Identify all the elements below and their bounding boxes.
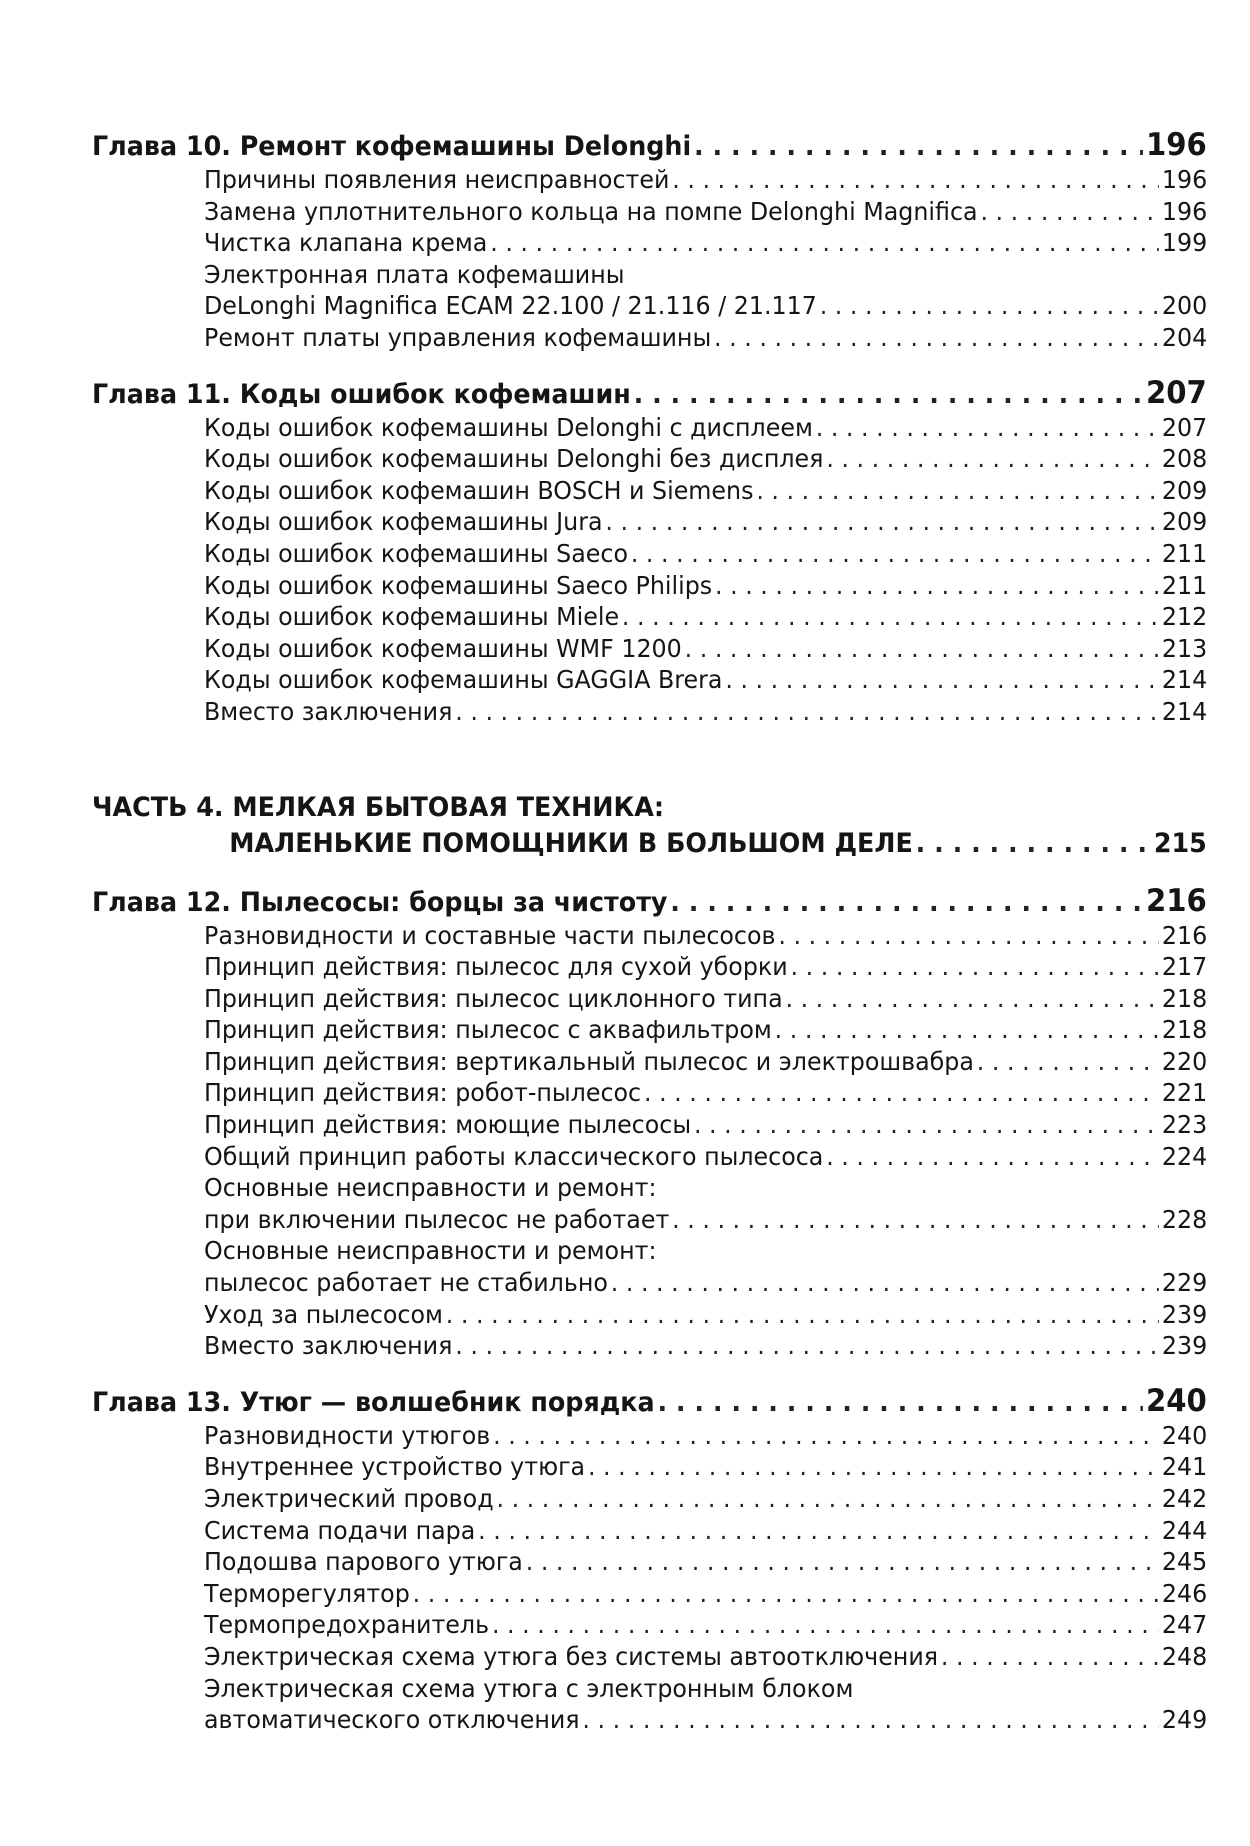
toc-entry-row-title: Принцип действия: пылесос для сухой уборки: [204, 952, 788, 982]
toc-entry: [204, 1172, 1207, 1235]
dot-leader: [496, 1483, 1159, 1515]
toc-entry: [204, 443, 1207, 475]
toc-entry-row-page-number: 211: [1161, 570, 1208, 600]
toc-entry-row: [204, 1451, 1207, 1483]
toc-entry-row-title: при включении пылесос не работает: [204, 1204, 670, 1234]
part-heading-row: [229, 826, 1207, 862]
toc-entry-row-page-number: 229: [1161, 1268, 1208, 1298]
chapter-heading: [92, 128, 1207, 164]
toc-entry-row-title: Коды ошибок кофемашины GAGGIA Brera: [204, 665, 723, 695]
toc-entry-row-page-number: 245: [1161, 1547, 1208, 1577]
dot-leader: [526, 1546, 1159, 1578]
toc-entry-row-title: Замена уплотнительного кольца на помпе Delonghi Magnifica: [204, 196, 978, 226]
toc-entry: [204, 696, 1207, 728]
dot-leader: [478, 1515, 1159, 1547]
toc-entry-row-page-number: 246: [1161, 1578, 1208, 1608]
toc-entry-row-title: Причины появления неисправностей: [204, 165, 670, 194]
toc-entry-row-title: Термопредохранитель: [204, 1610, 490, 1640]
toc-entry: [204, 1420, 1207, 1452]
toc-entry-row-page-number: 213: [1161, 633, 1208, 663]
dot-leader: [715, 570, 1159, 602]
dot-leader: [826, 1141, 1159, 1173]
toc-entry-row: [204, 475, 1207, 507]
toc-entry-row: [204, 1578, 1207, 1610]
chapter-heading: [92, 1384, 1207, 1420]
dot-leader: [622, 601, 1159, 633]
toc-entry-row-title: Коды ошибок кофемашины WMF 1200: [204, 633, 682, 663]
toc-entry-row-page-number: 212: [1161, 602, 1208, 632]
toc-entry: [204, 412, 1207, 444]
toc-entry-row-title: пылесос работает не стабильно: [204, 1268, 608, 1298]
toc-entry-row-page-number: 228: [1161, 1204, 1208, 1234]
toc-entry: [204, 1578, 1207, 1610]
toc-entry-row: [204, 322, 1207, 354]
toc-entry-line: Электрическая схема утюга с электронным блоком: [204, 1673, 854, 1703]
dot-leader: [634, 378, 1144, 412]
toc-entry-row-page-number: 214: [1161, 696, 1208, 726]
dot-leader: [672, 1204, 1159, 1236]
toc-entry-row-page-number: 248: [1161, 1641, 1208, 1671]
toc-entry-row-page-number: 204: [1161, 322, 1208, 352]
toc-entry: [204, 196, 1207, 228]
toc-entry: [204, 951, 1207, 983]
dot-leader: [694, 130, 1143, 164]
dot-leader: [657, 1386, 1143, 1420]
toc-entry: [204, 664, 1207, 696]
toc-entry-row: [204, 920, 1207, 952]
toc-entry-row-page-number: 196: [1161, 165, 1208, 194]
toc-entry-row-title: Ремонт платы управления кофемашины: [204, 322, 712, 352]
dot-leader: [413, 1578, 1159, 1610]
toc-entry-row-title: Разновидности утюгов: [204, 1420, 491, 1450]
chapter-heading-title: Глава 13. Утюг — волшебник порядка: [92, 1386, 655, 1418]
toc-entry-row-page-number: 209: [1161, 507, 1208, 537]
toc-entry-row: [204, 601, 1207, 633]
dot-leader: [816, 412, 1159, 444]
toc-entry-row-page-number: 239: [1161, 1299, 1208, 1329]
toc-entry-row-title: Принцип действия: вертикальный пылесос и электрошвабра: [204, 1046, 974, 1076]
dot-leader: [941, 1641, 1159, 1673]
toc-entry-row-page-number: 240: [1161, 1420, 1208, 1450]
toc-entry-row-page-number: 208: [1161, 444, 1208, 474]
toc-entry-row-page-number: 223: [1161, 1110, 1208, 1140]
toc-entry-row: [204, 1077, 1207, 1109]
toc-entry: [204, 601, 1207, 633]
toc-entry-row-page-number: 249: [1161, 1705, 1208, 1735]
toc-entry-row-page-number: 218: [1161, 1015, 1208, 1045]
toc-entry-row-page-number: 242: [1161, 1484, 1208, 1513]
toc-entry-row: [204, 538, 1207, 570]
toc-entry-row: [204, 164, 1207, 196]
toc-entry: [204, 506, 1207, 538]
dot-leader: [644, 1077, 1159, 1109]
toc-entry-row: [204, 1204, 1207, 1236]
toc-entry-row: [204, 1299, 1207, 1331]
toc-entry-row-title: автоматического отключения: [204, 1705, 580, 1735]
toc-entry: [204, 1609, 1207, 1641]
toc-entry-row-page-number: 247: [1161, 1610, 1208, 1640]
toc-entry-row-title: Коды ошибок кофемашины Jura: [204, 507, 603, 537]
toc-entry: [204, 633, 1207, 665]
toc-entry-row-page-number: 216: [1161, 920, 1208, 950]
dot-leader: [916, 826, 1151, 862]
toc-entry-row: [204, 1014, 1207, 1046]
toc-entry-row-title: Коды ошибок кофемашины Delonghi с дисплеем: [204, 412, 813, 442]
toc-entry-row-title: Чистка клапана крема: [204, 228, 488, 258]
toc-entry-row-page-number: 209: [1161, 475, 1208, 505]
toc-entry-row-title: Принцип действия: робот-пылесос: [204, 1078, 642, 1108]
toc-entry-row: [204, 633, 1207, 665]
toc-entry-row-page-number: 199: [1161, 228, 1208, 258]
chapter-heading-page-number: 216: [1146, 882, 1207, 919]
chapter-heading-title: Глава 10. Ремонт кофемашины Delonghi: [92, 131, 692, 162]
toc-entry-row: [204, 1267, 1207, 1299]
toc-entry: [204, 1299, 1207, 1331]
toc-entry-row-title: Коды ошибок кофемашины Saeco Philips: [204, 570, 713, 600]
toc-entry-row-page-number: 207: [1161, 412, 1208, 442]
chapter-heading-title: Глава 11. Коды ошибок кофемашин: [92, 378, 631, 410]
toc-entry-row: [204, 1641, 1207, 1673]
toc-entry-row-title: Коды ошибок кофемашины Delonghi без дисплея: [204, 444, 824, 474]
toc-entry: [204, 1641, 1207, 1673]
dot-leader: [588, 1451, 1159, 1483]
toc-entry-row-page-number: 241: [1161, 1452, 1208, 1482]
part-heading-line: ЧАСТЬ 4. МЕЛКАЯ БЫТОВАЯ ТЕХНИКА:: [92, 791, 664, 823]
toc-entry-row-page-number: 220: [1161, 1046, 1208, 1076]
toc-entry-row-title: Подошва парового утюга: [204, 1547, 523, 1577]
toc-entry-row-title: Общий принцип работы классического пылесоса: [204, 1141, 824, 1171]
toc-entry: [204, 570, 1207, 602]
dot-leader: [820, 290, 1159, 322]
toc-entry-line: Основные неисправности и ремонт:: [204, 1173, 657, 1203]
dot-leader: [492, 1609, 1159, 1641]
toc-entry-row: [204, 412, 1207, 444]
dot-leader: [980, 196, 1159, 228]
toc-entry-row: [204, 570, 1207, 602]
chapter-heading-page-number: 240: [1146, 1382, 1207, 1419]
dot-leader: [672, 164, 1159, 196]
toc-entry-row-title: Принцип действия: пылесос циклонного типа: [204, 983, 783, 1013]
toc-entry-row-title: Коды ошибок кофемашины Miele: [204, 602, 620, 632]
toc-entry-row-title: Внутреннее устройство утюга: [204, 1452, 586, 1482]
toc-entry-row: [204, 664, 1207, 696]
toc-entry-row: [204, 1483, 1207, 1515]
toc-entry: [204, 1515, 1207, 1547]
dot-leader: [725, 664, 1159, 696]
toc-entry-row-title: Терморегулятор: [204, 1578, 410, 1608]
toc-entry-row-title: Принцип действия: пылесос с аквафильтром: [204, 1015, 772, 1045]
dot-leader: [446, 1299, 1159, 1331]
toc-entry: [204, 1141, 1207, 1173]
toc-entry: [204, 1046, 1207, 1078]
dot-leader: [826, 443, 1159, 475]
toc-entry-row: [204, 506, 1207, 538]
toc-entry-row-page-number: 196: [1161, 196, 1208, 226]
chapter-heading-page-number: 196: [1146, 127, 1207, 163]
toc-entry-row-title: DeLonghi Magnifica ECAM 22.100 / 21.116 / 21.117: [204, 291, 817, 321]
toc-entry: [204, 259, 1207, 322]
dot-leader: [582, 1704, 1159, 1736]
toc-entry: [204, 475, 1207, 507]
toc-entry-row-page-number: 218: [1161, 983, 1208, 1013]
toc-entry-row: [204, 1109, 1207, 1141]
toc-entry: [204, 1014, 1207, 1046]
toc-entry-row-title: Система подачи пара: [204, 1515, 476, 1545]
part-heading-row-title: МАЛЕНЬКИЕ ПОМОЩНИКИ В БОЛЬШОМ ДЕЛЕ: [229, 827, 913, 859]
toc-entry-row: [204, 196, 1207, 228]
dot-leader: [631, 538, 1159, 570]
toc-entry-row-page-number: 224: [1161, 1141, 1208, 1171]
toc-entry-row: [204, 1546, 1207, 1578]
toc-entry-row: [204, 1141, 1207, 1173]
toc-entry-row-page-number: 200: [1161, 291, 1208, 321]
toc-entry: [204, 1330, 1207, 1362]
toc-entry: [204, 322, 1207, 354]
toc-entry-row-title: Вместо заключения: [204, 696, 453, 726]
dot-leader: [785, 983, 1159, 1015]
toc-entry-row-page-number: 239: [1161, 1331, 1208, 1361]
toc-entry-row: [204, 1609, 1207, 1641]
dot-leader: [694, 1109, 1159, 1141]
toc-entry: [204, 1235, 1207, 1298]
toc-entry-row-title: Разновидности и составные части пылесосов: [204, 920, 776, 950]
toc-entry-line: Электронная плата кофемашины: [204, 259, 625, 289]
toc-entry: [204, 983, 1207, 1015]
dot-leader: [490, 227, 1159, 259]
toc-entry-row-title: Вместо заключения: [204, 1331, 453, 1361]
toc-entry-row: [204, 1515, 1207, 1547]
toc-entry-row-page-number: 217: [1161, 952, 1208, 982]
toc-entry-row-title: Коды ошибок кофемашин BOSCH и Siemens: [204, 475, 754, 505]
dot-leader: [605, 506, 1159, 538]
toc-entry-row: [204, 951, 1207, 983]
dot-leader: [977, 1046, 1159, 1078]
toc-entry: [204, 1483, 1207, 1515]
dot-leader: [791, 951, 1159, 983]
toc-entry: [204, 1109, 1207, 1141]
toc-entry-row: [204, 443, 1207, 475]
dot-leader: [611, 1267, 1159, 1299]
dot-leader: [775, 1014, 1159, 1046]
toc-entry: [204, 1451, 1207, 1483]
toc-entry: [204, 920, 1207, 952]
toc-entry-row-title: Электрическая схема утюга без системы автоотключения: [204, 1641, 939, 1671]
toc-entry-line: Основные неисправности и ремонт:: [204, 1236, 657, 1266]
dot-leader: [714, 322, 1159, 354]
toc-entry-row-page-number: 221: [1161, 1078, 1208, 1108]
toc-entry: [204, 1673, 1207, 1736]
toc-entry-row-title: Коды ошибок кофемашины Saeco: [204, 538, 628, 568]
part-heading: [92, 790, 1207, 862]
toc-entry-row: [204, 290, 1207, 322]
toc-entry-row: [204, 983, 1207, 1015]
chapter-heading: [92, 884, 1207, 920]
toc-entry-row-page-number: 214: [1161, 665, 1208, 695]
toc-entry: [204, 164, 1207, 196]
toc-entry-row-title: Электрический провод: [204, 1484, 494, 1513]
dot-leader: [455, 1330, 1159, 1362]
toc-entry-row: [204, 227, 1207, 259]
toc-entry: [204, 1077, 1207, 1109]
part-heading-row-page-number: 215: [1153, 827, 1207, 859]
toc-entry-row-title: Уход за пылесосом: [204, 1299, 443, 1329]
dot-leader: [493, 1420, 1159, 1452]
dot-leader: [455, 696, 1159, 728]
dot-leader: [670, 886, 1143, 920]
toc-entry-row: [204, 696, 1207, 728]
toc-entry-row-page-number: 244: [1161, 1515, 1208, 1545]
toc-entry: [204, 227, 1207, 259]
toc-entry-row: [204, 1330, 1207, 1362]
toc-entry-row: [204, 1046, 1207, 1078]
dot-leader: [756, 475, 1159, 507]
chapter-heading: [92, 376, 1207, 412]
toc-entry-row: [204, 1420, 1207, 1452]
toc-entry-row: [204, 1704, 1207, 1736]
dot-leader: [685, 633, 1159, 665]
toc-entry-row-title: Принцип действия: моющие пылесосы: [204, 1110, 692, 1140]
dot-leader: [778, 920, 1159, 952]
toc-entry: [204, 1546, 1207, 1578]
toc-entry-row-page-number: 211: [1161, 538, 1208, 568]
table-of-contents: [92, 128, 1207, 1736]
chapter-heading-title: Глава 12. Пылесосы: борцы за чистоту: [92, 886, 668, 918]
chapter-heading-page-number: 207: [1146, 374, 1207, 411]
toc-entry: [204, 538, 1207, 570]
